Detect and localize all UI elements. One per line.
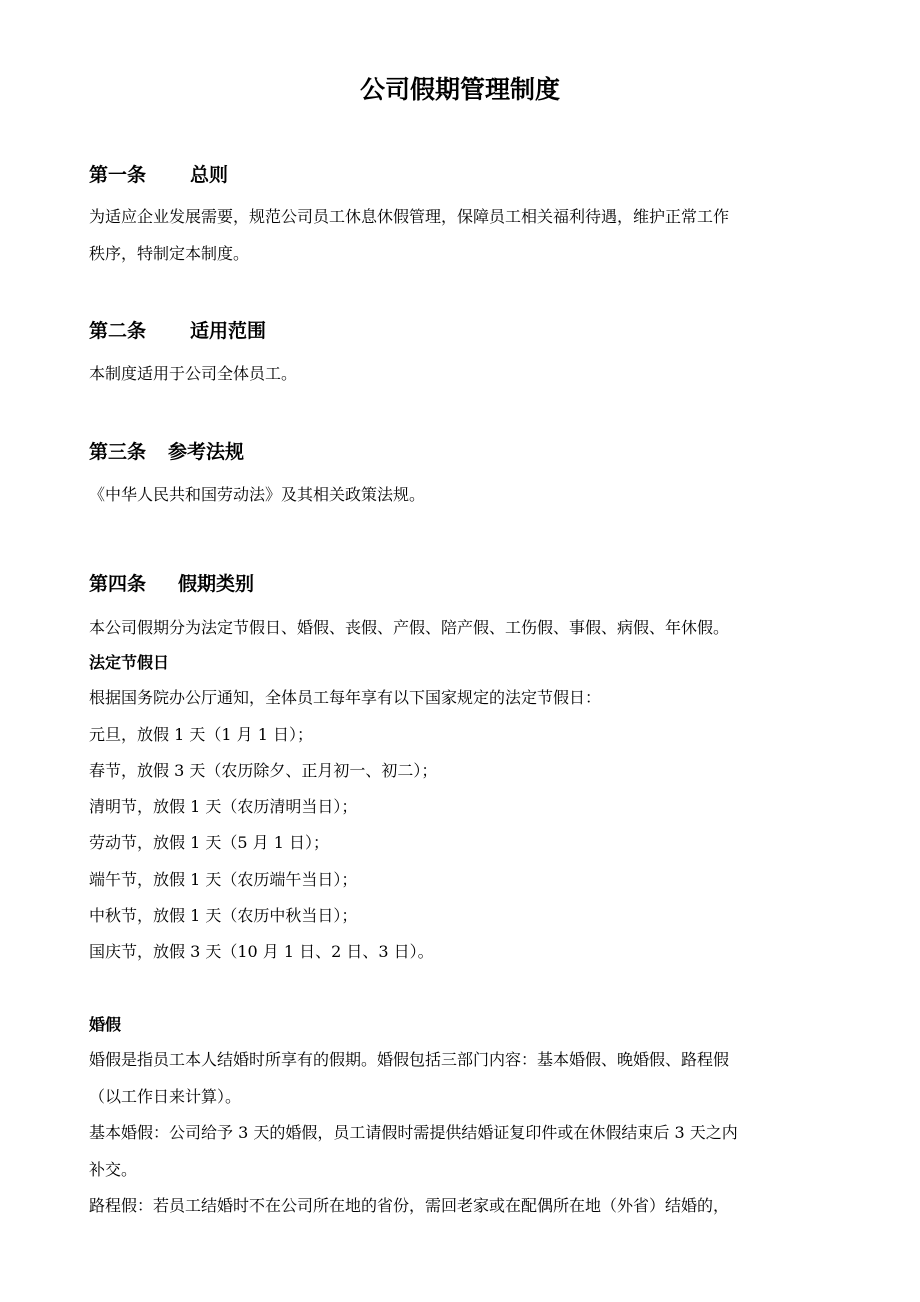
paragraph-line: 婚假是指员工本人结婚时所享有的假期。婚假包括三部门内容：基本婚假、晚婚假、路程假 [89,1050,730,1069]
article-1-heading [89,161,228,189]
article-2-heading [89,317,266,345]
holiday-list-item: 清明节，放假 1 天（农历清明当日）； [89,797,358,816]
article-number: 第三条 [89,441,147,463]
holiday-list-item: 元旦，放假 1 天（1 月 1 日）； [89,725,313,744]
holiday-list-item: 国庆节，放假 3 天（10 月 1 日、2 日、3 日）。 [89,942,434,961]
paragraph-line: 根据国务院办公厅通知，全体员工每年享有以下国家规定的法定节假日： [89,688,602,707]
article-number: 第一条 [89,164,147,186]
article-heading-text: 总则 [190,164,229,186]
paragraph-line: 本制度适用于公司全体员工。 [89,364,298,383]
article-heading-text: 假期类别 [178,573,255,595]
holidays-subheading: 法定节假日 [89,653,170,672]
article-3-heading [89,438,244,466]
marriage-leave-subheading: 婚假 [89,1015,122,1034]
paragraph-line: 基本婚假：公司给予 3 天的婚假，员工请假时需提供结婚证复印件或在休假结束后 3 天之内 [89,1123,738,1142]
paragraph-line: 秩序，特制定本制度。 [89,244,250,263]
article-number: 第二条 [89,320,147,342]
holiday-list-item: 中秋节，放假 1 天（农历中秋当日）； [89,906,358,925]
paragraph-line: （以工作日来计算）。 [89,1087,242,1106]
document-title: 公司假期管理制度 [359,75,560,104]
paragraph-line: 路程假：若员工结婚时不在公司所在地的省份，需回老家或在配偶所在地（外省）结婚的， [89,1196,730,1215]
article-heading-text: 参考法规 [168,441,245,463]
paragraph-line: 《中华人民共和国劳动法》及其相关政策法规。 [89,485,426,504]
holiday-list-item: 春节，放假 3 天（农历除夕、正月初一、初二）； [89,761,438,780]
paragraph-line: 为适应企业发展需要，规范公司员工休息休假管理，保障员工相关福利待遇，维护正常工作 [89,207,730,226]
article-4-heading [89,570,254,598]
paragraph-line: 本公司假期分为法定节假日、婚假、丧假、产假、陪产假、工伤假、事假、病假、年休假。 [89,618,730,637]
article-number: 第四条 [89,573,147,595]
holiday-list-item: 劳动节，放假 1 天（5 月 1 日）； [89,833,329,852]
holiday-list-item: 端午节，放假 1 天（农历端午当日）； [89,870,358,889]
paragraph-line: 补交。 [89,1160,138,1179]
article-heading-text: 适用范围 [190,320,267,342]
